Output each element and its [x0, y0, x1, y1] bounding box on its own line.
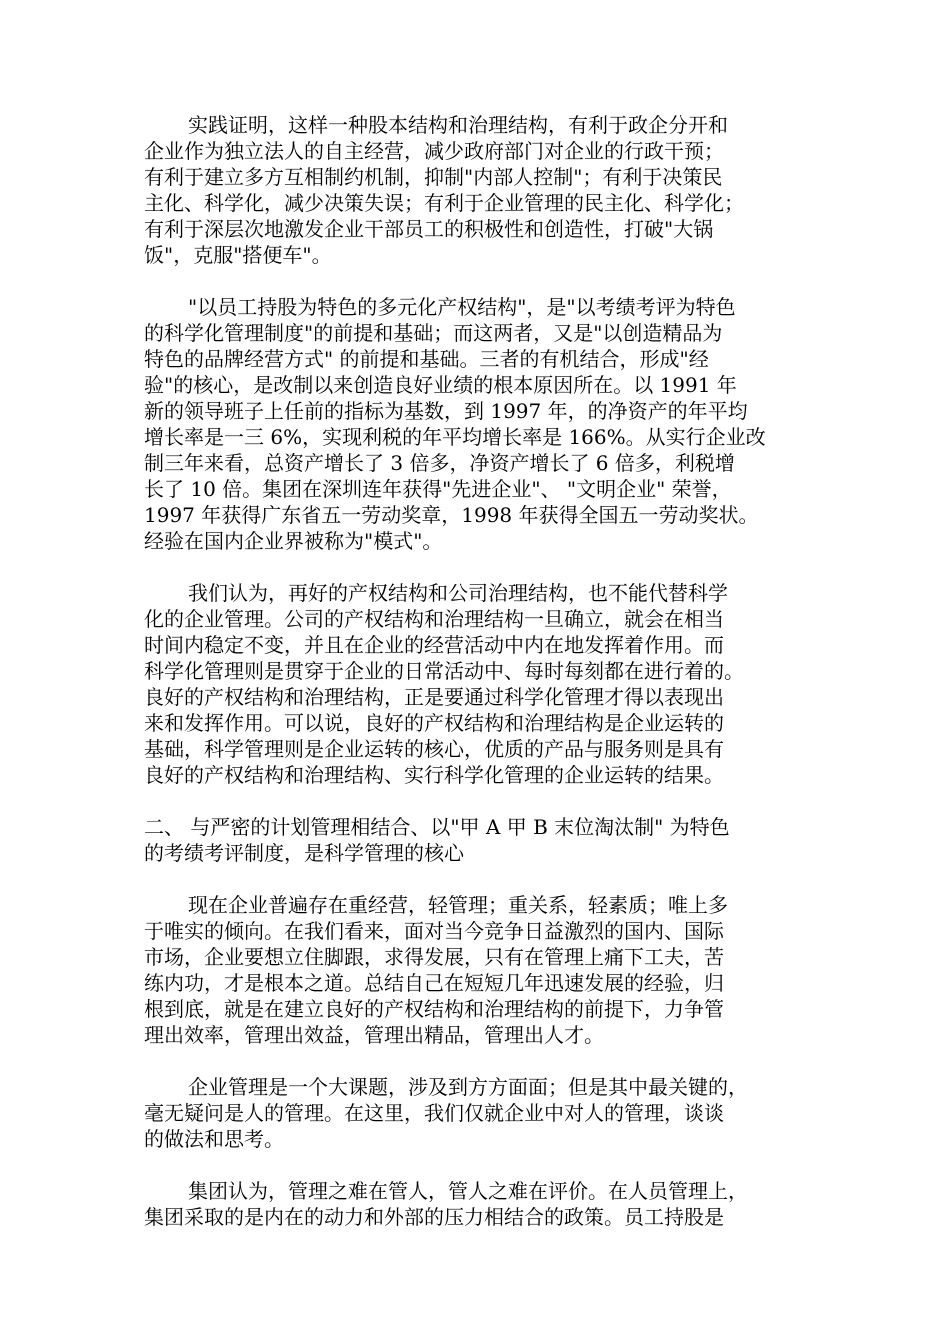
text-line: 的做法和思考。 — [144, 1127, 284, 1151]
text-line: 毫无疑问是人的管理。在这里，我们仅就企业中对人的管理，谈谈 — [144, 1101, 724, 1125]
text-line: 制三年来看，总资产增长了 3 倍多，净资产增长了 6 倍多，利税增 — [144, 451, 735, 475]
heading-line: 的考绩考评制度，是科学管理的核心 — [144, 841, 464, 865]
text-line: 新的领导班子上任前的指标为基数，到 1997 年，的净资产的年平均 — [144, 399, 748, 423]
text-line: 市场，企业要想立住脚跟，求得发展，只有在管理上痛下工夫，苦 — [144, 945, 724, 969]
text-line: 增长率是一三 6%，实现利税的年平均增长率是 166%。从实行企业改 — [144, 425, 766, 449]
text-line: 科学化管理则是贯穿于企业的日常活动中、每时每刻都在进行着的。 — [144, 659, 744, 683]
text-line: 实践证明，这样一种股本结构和治理结构，有利于政企分开和 — [188, 113, 728, 137]
text-line: 验"的核心，是改制以来创造良好业绩的根本原因所在。以 1991 年 — [144, 373, 737, 397]
text-line: "以员工持股为特色的多元化产权结构"，是"以考绩考评为特色 — [188, 295, 736, 319]
text-line: 基础，科学管理则是企业运转的核心，优质的产品与服务则是具有 — [144, 737, 724, 761]
paragraph-management-focus — [144, 892, 796, 1048]
text-line: 特色的品牌经营方式" 的前提和基础。三者的有机结合，形成"经 — [144, 347, 709, 371]
paragraph-evaluation — [144, 1178, 796, 1230]
text-line: 时间内稳定不变，并且在企业的经营活动中内在地发挥着作用。而 — [144, 633, 724, 657]
text-line: 良好的产权结构和治理结构、实行科学化管理的企业运转的结果。 — [144, 763, 724, 787]
text-line: 我们认为，再好的产权结构和公司治理结构，也不能代替科学 — [188, 581, 728, 605]
text-line: 于唯实的倾向。在我们看来，面对当今竞争日益激烈的国内、国际 — [144, 919, 724, 943]
paragraph-people-management — [144, 1074, 796, 1152]
text-line: 有利于深层次地激发企业干部员工的积极性和创造性，打破"大锅 — [144, 217, 714, 241]
text-line: 饭"，克服"搭便车"。 — [144, 243, 332, 267]
text-line: 长了 10 倍。集团在深圳连年获得"先进企业"、 "文明企业" 荣誉， — [144, 477, 732, 501]
text-line: 来和发挥作用。可以说，良好的产权结构和治理结构是企业运转的 — [144, 711, 724, 735]
text-line: 集团采取的是内在的动力和外部的压力相结合的政策。员工持股是 — [144, 1205, 724, 1229]
text-line: 有利于建立多方互相制约机制，抑制"内部人控制"；有利于决策民 — [144, 165, 723, 189]
section-heading — [144, 814, 796, 866]
paragraph-experience-core — [144, 294, 796, 554]
text-line: 理出效率，管理出效益，管理出精品，管理出人才。 — [144, 1023, 604, 1047]
text-line: 的科学化管理制度"的前提和基础；而这两者，又是"以创造精品为 — [144, 321, 723, 345]
text-line: 主化、科学化，减少决策失误；有利于企业管理的民主化、科学化； — [144, 191, 744, 215]
text-line: 良好的产权结构和治理结构，正是要通过科学化管理才得以表现出 — [144, 685, 724, 709]
document-page — [144, 112, 796, 1256]
text-line: 1997 年获得广东省五一劳动奖章，1998 年获得全国五一劳动奖状。 — [144, 503, 759, 527]
text-line: 企业作为独立法人的自主经营，减少政府部门对企业的行政干预； — [144, 139, 724, 163]
text-line: 根到底，就是在建立良好的产权结构和治理结构的前提下，力争管 — [144, 997, 724, 1021]
text-line: 集团认为，管理之难在管人，管人之难在评价。在人员管理上， — [188, 1179, 748, 1203]
text-line: 经验在国内企业界被称为"模式"。 — [144, 529, 443, 553]
text-line: 化的企业管理。公司的产权结构和治理结构一旦确立，就会在相当 — [144, 607, 724, 631]
text-line: 现在企业普遍存在重经营，轻管理；重关系，轻素质；唯上多 — [188, 893, 728, 917]
text-line: 企业管理是一个大课题，涉及到方方面面；但是其中最关键的， — [188, 1075, 748, 1099]
paragraph-shareholding-benefits — [144, 112, 796, 268]
text-line: 练内功，才是根本之道。总结自己在短短几年迅速发展的经验，归 — [144, 971, 724, 995]
paragraph-scientific-management — [144, 580, 796, 788]
heading-line: 二、 与严密的计划管理相结合、以"甲 A 甲 B 末位淘汰制" 为特色 — [144, 815, 730, 839]
